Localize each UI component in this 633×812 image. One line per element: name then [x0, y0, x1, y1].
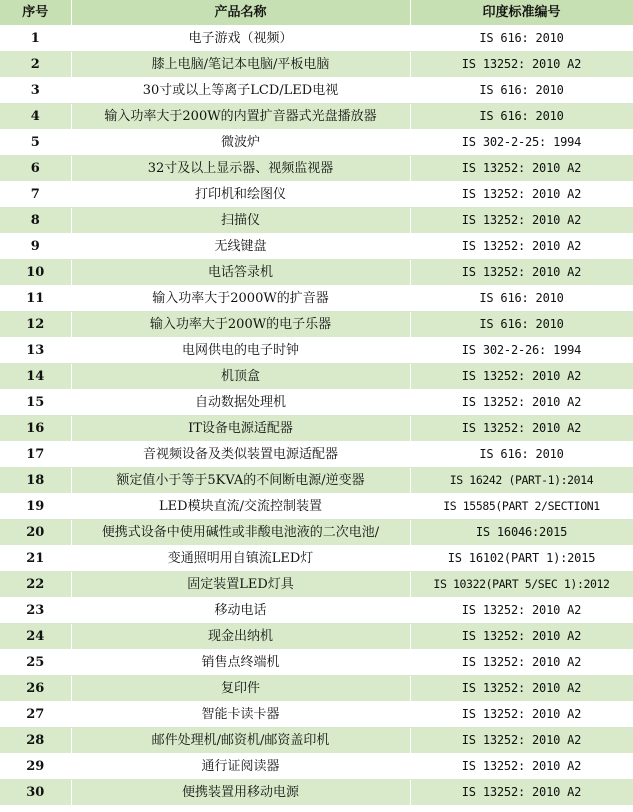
- row-standard-number: IS 13252: 2010 A2: [410, 780, 633, 806]
- row-product-name: 输入功率大于200W的内置扩音器式光盘播放器: [71, 104, 410, 130]
- row-product-name: 打印机和绘图仪: [71, 182, 410, 208]
- table-row: [0, 442, 633, 468]
- row-standard-number: IS 13252: 2010 A2: [410, 416, 633, 442]
- row-standard-number: IS 616: 2010: [410, 104, 633, 130]
- row-product-name: IT设备电源适配器: [71, 416, 410, 442]
- header-serial-number: 序号: [0, 0, 71, 26]
- row-serial-number: 27: [0, 702, 71, 728]
- row-standard-number: IS 13252: 2010 A2: [410, 650, 633, 676]
- row-standard-number: IS 13252: 2010 A2: [410, 182, 633, 208]
- row-product-name: 额定值小于等于5KVA的不间断电源/逆变器: [71, 468, 410, 494]
- row-product-name: 输入功率大于2000W的扩音器: [71, 286, 410, 312]
- row-serial-number: 6: [0, 156, 71, 182]
- row-serial-number: 30: [0, 780, 71, 806]
- row-product-name: 30寸或以上等离子LCD/LED电视: [71, 78, 410, 104]
- table-row: [0, 52, 633, 78]
- row-serial-number: 29: [0, 754, 71, 780]
- row-standard-number: IS 16046:2015: [410, 520, 633, 546]
- row-serial-number: 11: [0, 286, 71, 312]
- row-serial-number: 26: [0, 676, 71, 702]
- row-product-name: 音视频设备及类似装置电源适配器: [71, 442, 410, 468]
- table-row: [0, 156, 633, 182]
- table-row: [0, 754, 633, 780]
- table-row: [0, 728, 633, 754]
- row-product-name: 电子游戏（视频）: [71, 26, 410, 52]
- row-product-name: 自动数据处理机: [71, 390, 410, 416]
- table-row: [0, 312, 633, 338]
- table-row: [0, 624, 633, 650]
- row-standard-number: IS 616: 2010: [410, 286, 633, 312]
- table-row: [0, 520, 633, 546]
- row-standard-number: IS 13252: 2010 A2: [410, 728, 633, 754]
- row-standard-number: IS 616: 2010: [410, 312, 633, 338]
- row-standard-number: IS 616: 2010: [410, 442, 633, 468]
- row-serial-number: 14: [0, 364, 71, 390]
- table-row: [0, 598, 633, 624]
- row-product-name: 便携装置用移动电源: [71, 780, 410, 806]
- row-serial-number: 4: [0, 104, 71, 130]
- row-serial-number: 3: [0, 78, 71, 104]
- row-serial-number: 1: [0, 26, 71, 52]
- header-row: [0, 0, 633, 26]
- row-serial-number: 22: [0, 572, 71, 598]
- row-serial-number: 19: [0, 494, 71, 520]
- table-row: [0, 364, 633, 390]
- row-standard-number: IS 13252: 2010 A2: [410, 52, 633, 78]
- row-product-name: 移动电话: [71, 598, 410, 624]
- row-serial-number: 28: [0, 728, 71, 754]
- row-product-name: 固定装置LED灯具: [71, 572, 410, 598]
- row-serial-number: 9: [0, 234, 71, 260]
- row-product-name: LED模块直流/交流控制装置: [71, 494, 410, 520]
- table-row: [0, 182, 633, 208]
- row-serial-number: 8: [0, 208, 71, 234]
- row-product-name: 通行证阅读器: [71, 754, 410, 780]
- row-serial-number: 12: [0, 312, 71, 338]
- row-product-name: 32寸及以上显示器、视频监视器: [71, 156, 410, 182]
- table-row: [0, 494, 633, 520]
- table-row: [0, 650, 633, 676]
- row-product-name: 复印件: [71, 676, 410, 702]
- row-product-name: 无线键盘: [71, 234, 410, 260]
- row-standard-number: IS 302-2-26: 1994: [410, 338, 633, 364]
- row-product-name: 机顶盒: [71, 364, 410, 390]
- row-standard-number: IS 13252: 2010 A2: [410, 364, 633, 390]
- table-row: [0, 390, 633, 416]
- table-row: [0, 286, 633, 312]
- row-product-name: 输入功率大于200W的电子乐器: [71, 312, 410, 338]
- row-product-name: 销售点终端机: [71, 650, 410, 676]
- row-standard-number: IS 13252: 2010 A2: [410, 234, 633, 260]
- row-standard-number: IS 302-2-25: 1994: [410, 130, 633, 156]
- row-standard-number: IS 15585(PART 2/SECTION1: [410, 494, 633, 520]
- row-serial-number: 5: [0, 130, 71, 156]
- row-serial-number: 2: [0, 52, 71, 78]
- table-row: [0, 26, 633, 52]
- table-row: [0, 416, 633, 442]
- table-row: [0, 338, 633, 364]
- row-serial-number: 7: [0, 182, 71, 208]
- table-row: [0, 676, 633, 702]
- row-serial-number: 18: [0, 468, 71, 494]
- row-serial-number: 20: [0, 520, 71, 546]
- row-serial-number: 10: [0, 260, 71, 286]
- row-product-name: 电网供电的电子时钟: [71, 338, 410, 364]
- table-row: [0, 702, 633, 728]
- row-serial-number: 16: [0, 416, 71, 442]
- table-row: [0, 546, 633, 572]
- row-standard-number: IS 10322(PART 5/SEC 1):2012: [410, 572, 633, 598]
- row-product-name: 膝上电脑/笔记本电脑/平板电脑: [71, 52, 410, 78]
- header-product-name: 产品名称: [71, 0, 410, 26]
- table-row: [0, 468, 633, 494]
- row-standard-number: IS 13252: 2010 A2: [410, 156, 633, 182]
- table-row: [0, 130, 633, 156]
- row-product-name: 智能卡读卡器: [71, 702, 410, 728]
- table-body: [0, 26, 633, 806]
- row-standard-number: IS 16242 (PART-1):2014: [410, 468, 633, 494]
- row-serial-number: 23: [0, 598, 71, 624]
- row-standard-number: IS 616: 2010: [410, 26, 633, 52]
- row-product-name: 电话答录机: [71, 260, 410, 286]
- table-row: [0, 208, 633, 234]
- row-serial-number: 15: [0, 390, 71, 416]
- row-serial-number: 25: [0, 650, 71, 676]
- row-product-name: 微波炉: [71, 130, 410, 156]
- row-serial-number: 21: [0, 546, 71, 572]
- row-product-name: 邮件处理机/邮资机/邮资盖印机: [71, 728, 410, 754]
- table-row: [0, 260, 633, 286]
- table-row: [0, 104, 633, 130]
- row-standard-number: IS 13252: 2010 A2: [410, 260, 633, 286]
- row-standard-number: IS 13252: 2010 A2: [410, 754, 633, 780]
- row-serial-number: 24: [0, 624, 71, 650]
- row-standard-number: IS 13252: 2010 A2: [410, 390, 633, 416]
- row-serial-number: 17: [0, 442, 71, 468]
- row-standard-number: IS 13252: 2010 A2: [410, 702, 633, 728]
- table-row: [0, 572, 633, 598]
- table-row: [0, 780, 633, 806]
- row-standard-number: IS 13252: 2010 A2: [410, 676, 633, 702]
- header-standard-number: 印度标准编号: [410, 0, 633, 26]
- row-standard-number: IS 13252: 2010 A2: [410, 208, 633, 234]
- row-serial-number: 13: [0, 338, 71, 364]
- row-standard-number: IS 616: 2010: [410, 78, 633, 104]
- row-standard-number: IS 13252: 2010 A2: [410, 598, 633, 624]
- row-product-name: 变通照明用自镇流LED灯: [71, 546, 410, 572]
- row-standard-number: IS 16102(PART 1):2015: [410, 546, 633, 572]
- row-product-name: 便携式设备中使用碱性或非酸电池液的二次电池/: [71, 520, 410, 546]
- row-standard-number: IS 13252: 2010 A2: [410, 624, 633, 650]
- row-product-name: 扫描仪: [71, 208, 410, 234]
- table-row: [0, 234, 633, 260]
- table-row: [0, 78, 633, 104]
- row-product-name: 现金出纳机: [71, 624, 410, 650]
